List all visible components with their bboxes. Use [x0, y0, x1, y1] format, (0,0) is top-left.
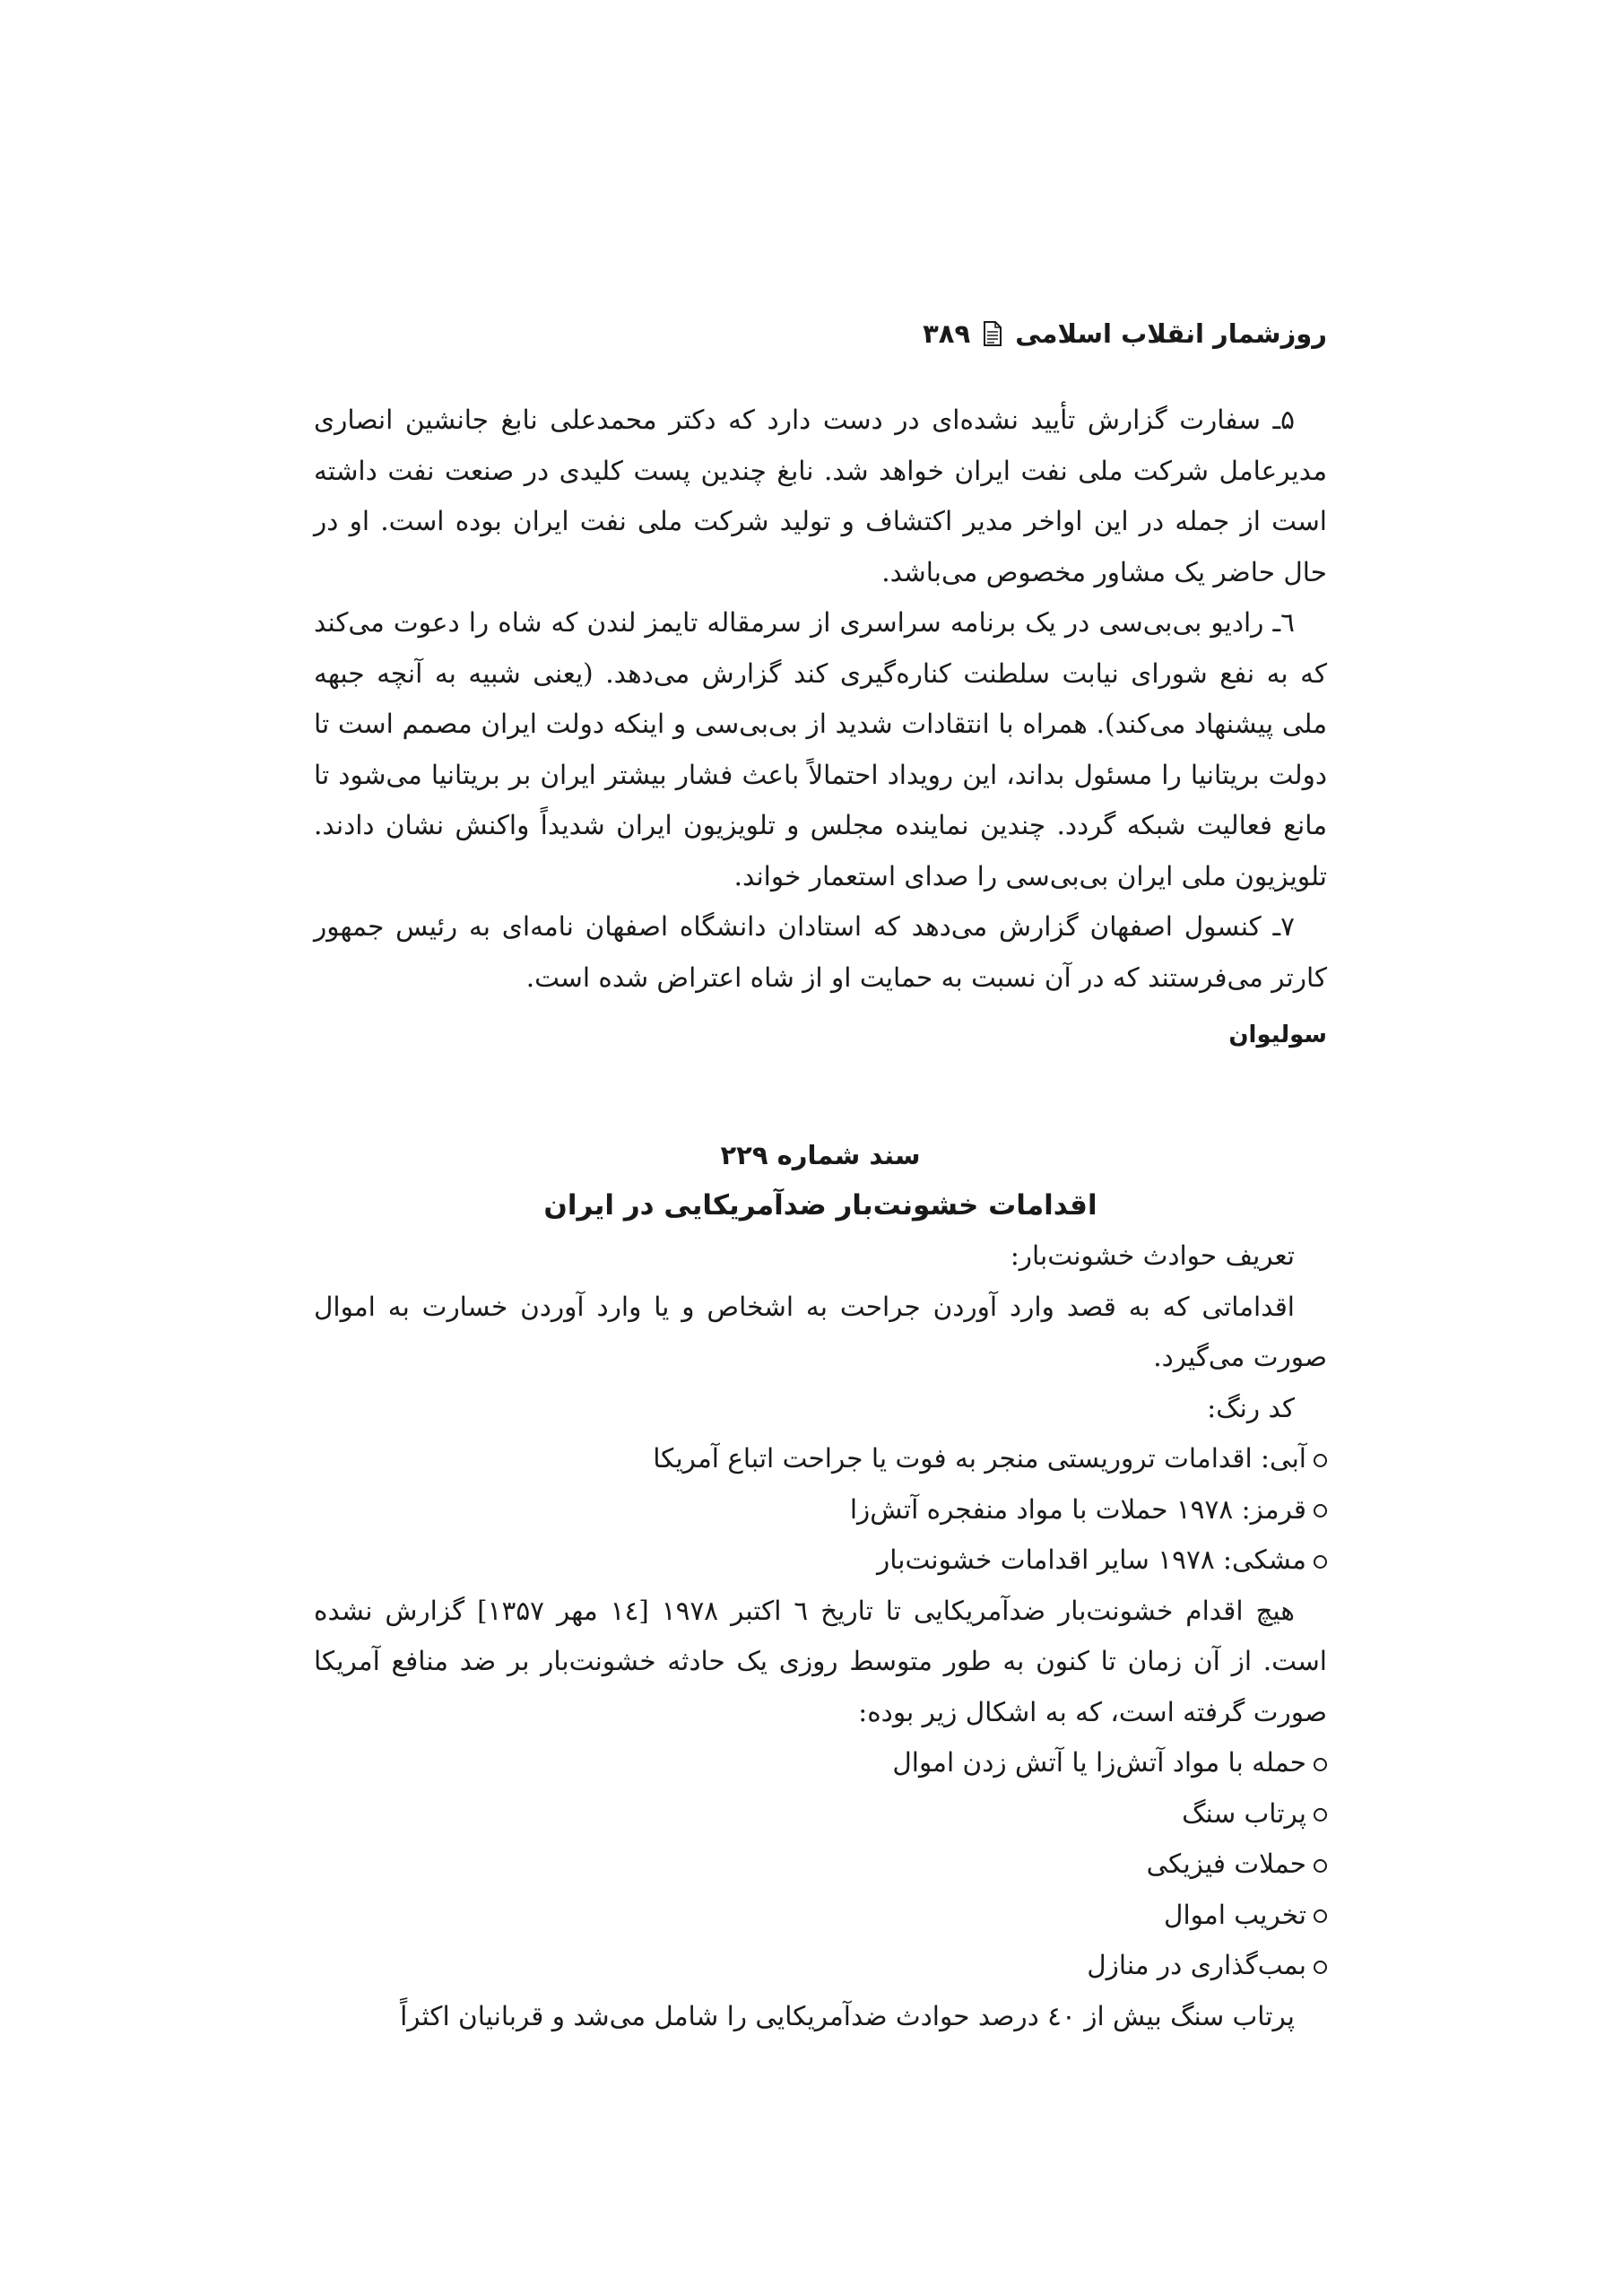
signature: سولیوان	[1228, 1022, 1327, 1048]
list-item	[314, 1433, 1327, 1484]
list-item	[314, 1940, 1327, 1991]
list-item	[314, 1484, 1327, 1535]
color-code-list	[314, 1433, 1327, 1586]
summary-text: هیچ اقدام خشونت‌بار ضدآمریکایی تا تاریخ ٦ اکتبر ۱۹۷۸ [١٤ مهر ۱۳۵۷] گزارش نشده است. از آن زمان تا کنون به طور متوسط روزی یک حادثه خشونت‌بار بر ضد منافع آمریکا صورت گرفته است، که به اشکال زیر بوده:	[314, 1595, 1327, 1727]
book-title: روزشمار انقلاب اسلامی	[1015, 318, 1327, 349]
circle-bullet-icon	[1314, 1909, 1327, 1923]
incident-form-text: حمله با مواد آتش‌زا یا آتش زدن اموال	[892, 1747, 1306, 1778]
circle-bullet-icon	[1314, 1454, 1327, 1467]
running-header	[923, 318, 1327, 349]
incident-form-text: حملات فیزیکی	[1146, 1848, 1306, 1879]
report-item-6: ٦ـ رادیو بی‌بی‌سی در یک برنامه سراسری از سرمقاله تایمز لندن که شاه را دعوت می‌کند که به نفع شورای نیابت سلطنت کناره‌گیری کند گزارش می‌دهد. (یعنی شبیه به آنچه جبهه ملی پیشنهاد می‌کند). همراه با انتقادات شدید از بی‌بی‌سی و اینکه دولت ایران مصمم است تا دولت بریتانیا را مسئول بداند، این رویداد احتمالاً باعث فشار بیشتر ایران بر بریتانیا می‌شود تا مانع فعالیت شبکه گردد. چندین نماینده مجلس و تلویزیون ایران شدیداً واکنش نشان دادند. تلویزیون ملی ایران بی‌بی‌سی را صدای استعمار خواند.	[314, 607, 1327, 891]
incident-form-text: بمب‌گذاری در منازل	[1087, 1950, 1306, 1980]
circle-bullet-icon	[1314, 1555, 1327, 1569]
incident-form-text: تخریب اموال	[1164, 1899, 1306, 1930]
list-item	[314, 1535, 1327, 1586]
circle-bullet-icon	[1314, 1758, 1327, 1771]
report-item-5: ۵ـ سفارت گزارش تأیید نشده‌ای در دست دارد که دکتر محمدعلی نابغ جانشین انصاری مدیرعامل شرکت ملی نفت ایران خواهد شد. نابغ چندین پست کلیدی در صنعت نفت داشته است از جمله در این اواخر مدیر اکتشاف و تولید شرکت ملی نفت ایران بوده است. او در حال حاضر یک مشاور مخصوص می‌باشد.	[314, 404, 1327, 587]
color-code-label: کد رنگ:	[1207, 1392, 1295, 1423]
color-code-text: مشکی: ۱۹۷۸ سایر اقدامات خشونت‌بار	[877, 1544, 1306, 1575]
definition-text: اقداماتی که به قصد وارد آوردن جراحت به اشخاص و یا وارد آوردن خسارت به اموال صورت می‌گیرد.	[314, 1291, 1327, 1372]
list-item	[314, 1839, 1327, 1890]
definition-label: تعریف حوادث خشونت‌بار:	[1010, 1240, 1295, 1271]
color-code-text: قرمز: ۱۹۷۸ حملات با مواد منفجره آتش‌زا	[849, 1493, 1306, 1525]
circle-bullet-icon	[1314, 1859, 1327, 1873]
body-text	[314, 395, 1327, 2041]
circle-bullet-icon	[1314, 1961, 1327, 1974]
report-item-7: ۷ـ کنسول اصفهان گزارش می‌دهد که استادان دانشگاه اصفهان نامه‌ای به رئیس جمهور کارتر می‌فرستند که در آن نسبت به حمایت او از شاه اعتراض شده است.	[314, 911, 1327, 993]
list-item	[314, 1788, 1327, 1839]
incident-forms-list	[314, 1737, 1327, 1991]
document-page	[314, 0, 1327, 2296]
document-title: اقدامات خشونت‌بار ضدآمریکایی در ایران	[543, 1189, 1097, 1222]
list-item	[314, 1890, 1327, 1941]
document-icon	[983, 321, 1002, 346]
document-number: سند شماره ۲۲۹	[720, 1140, 921, 1170]
closing-text: پرتاب سنگ بیش از ٤۰ درصد حوادث ضدآمریکایی را شامل می‌شد و قربانیان اکثراً	[400, 2000, 1295, 2031]
color-code-text: آبی: اقدامات تروریستی منجر به فوت یا جراحت اتباع آمریکا	[653, 1443, 1306, 1474]
circle-bullet-icon	[1314, 1808, 1327, 1822]
list-item	[314, 1737, 1327, 1788]
incident-form-text: پرتاب سنگ	[1182, 1797, 1306, 1829]
circle-bullet-icon	[1314, 1504, 1327, 1518]
page-number: ۳۸۹	[923, 318, 971, 349]
